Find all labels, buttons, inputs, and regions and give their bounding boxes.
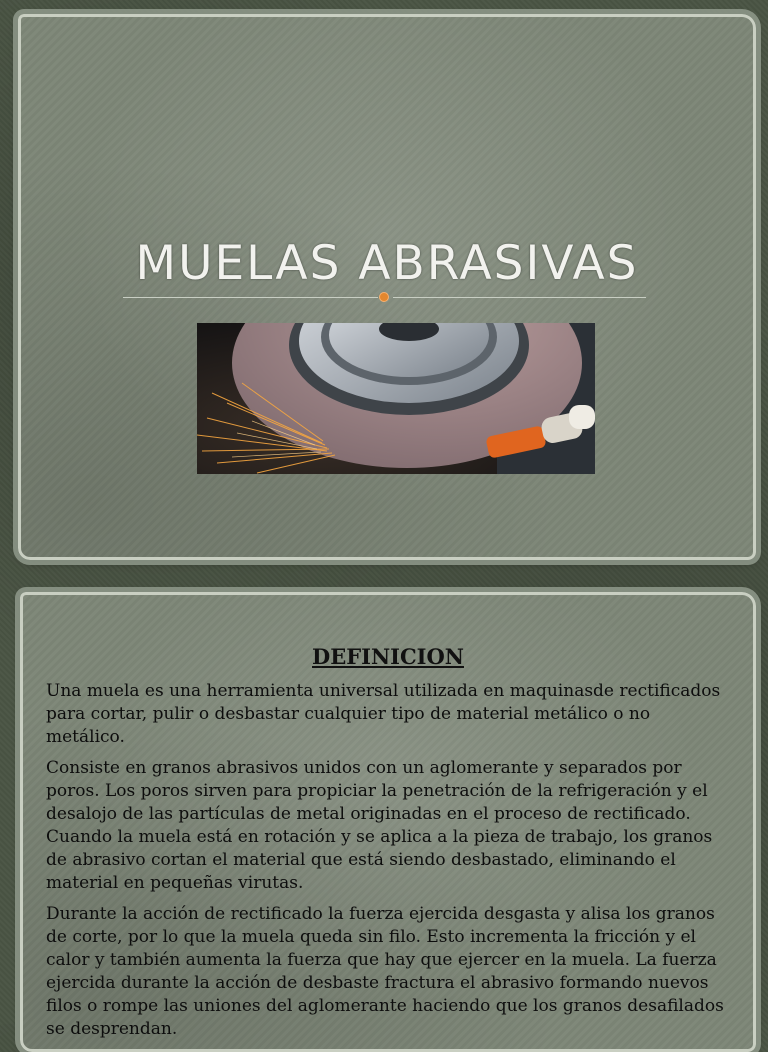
paragraph: Una muela es una herramienta universal utilizada en maquinasde rectificados para cortar, pulir o desbastar cualquier tipo de material metálico o no metálico.: [46, 681, 721, 747]
slide-title: MUELAS ABRASIVAS: [135, 236, 639, 291]
title-slide: [18, 14, 756, 560]
paragraph: Durante la acción de rectificado la fuerza ejercida desgasta y alisa los granos de corte, por lo que la muela queda sin filo. Esto incrementa la fricción y el calor y también aumenta la fuerza que hay que ejercer en la muela. La fuerza ejercida durante la acción de desbaste fractura el abrasivo formando nuevos filos o rompe las uniones del aglomerante haciendo que los granos desafilados se desprendan.: [46, 904, 724, 1039]
divider-dot-icon: [380, 293, 388, 301]
definition-heading: DEFINICION: [312, 644, 464, 669]
paragraph: Consiste en granos abrasivos unidos con un aglomerante y separados por poros. Los poros sirven para propiciar la penetración de la refrigeración y el desalojo de las partículas de metal originadas en el proceso de rectificado. Cuando la muela está en rotación y se aplica a la pieza de trabajo, los granos de abrasivo cortan el material que está siendo desbastado, eliminando el material en pequeñas virutas.: [46, 758, 713, 893]
title-divider-right: [393, 297, 646, 298]
definition-body: [46, 680, 734, 1049]
grinding-wheel-illustration: [197, 323, 595, 474]
title-divider-left: [123, 297, 378, 298]
grinding-wheel-photo: [197, 323, 595, 474]
definition-slide: [20, 592, 756, 1052]
